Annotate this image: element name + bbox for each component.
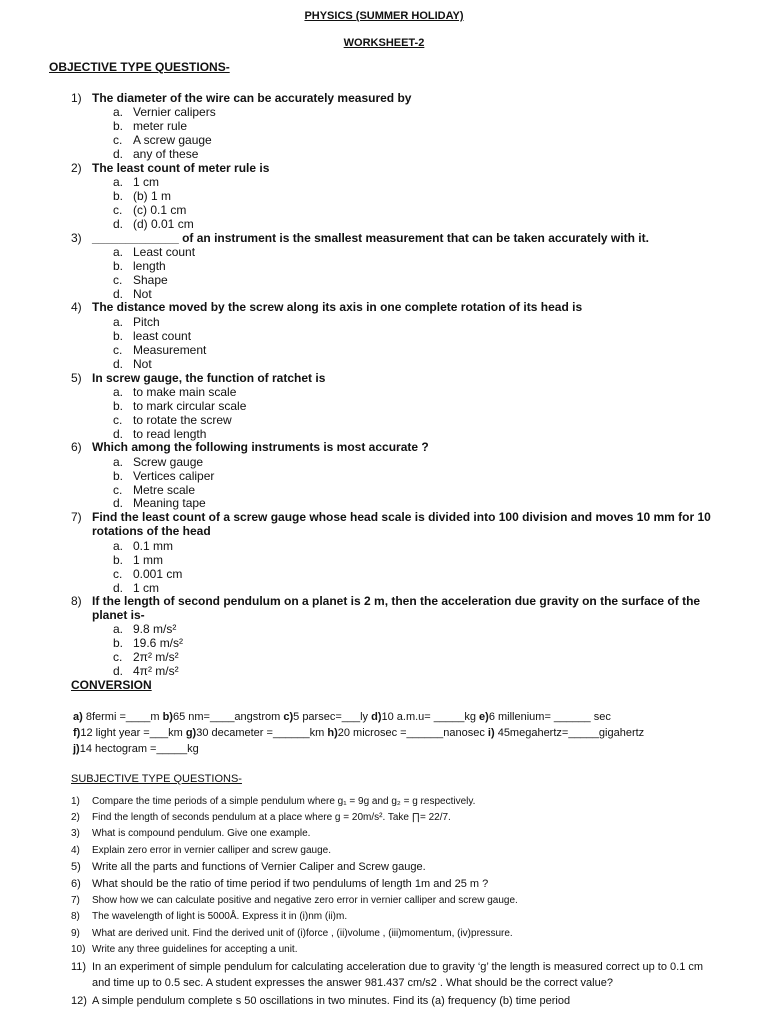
item-letter: d) — [371, 711, 382, 723]
objective-question-7 — [71, 510, 731, 538]
question-text: If the length of second pendulum on a planet is 2 m, then the acceleration due gravity on the surface of the planet is- — [92, 594, 701, 622]
question-number: 5) — [71, 861, 81, 873]
question-number: 11) — [71, 961, 87, 973]
objective-question-5 — [71, 371, 731, 385]
option-text: least count — [133, 329, 192, 343]
question-text: What is compound pendulum. Give one example. — [92, 828, 311, 839]
option-letter: d. — [113, 427, 124, 441]
option-text: Screw gauge — [133, 455, 204, 469]
item-text: 10 a.m.u= _____kg — [381, 711, 480, 723]
option-text: to mark circular scale — [133, 399, 247, 413]
option — [113, 287, 152, 301]
option-text: meter rule — [133, 119, 188, 133]
question-text: The diameter of the wire can be accurately measured by — [92, 91, 412, 105]
option-letter: b. — [113, 189, 124, 203]
option — [113, 133, 212, 147]
objective-question-8 — [71, 594, 731, 622]
option — [113, 622, 176, 636]
item-letter: a) — [73, 711, 83, 723]
option-text: 1 cm — [133, 175, 160, 189]
option-text: to read length — [133, 427, 207, 441]
option-letter: c. — [113, 483, 123, 497]
page-title: PHYSICS (SUMMER HOLIDAY) — [304, 10, 464, 22]
option-letter: c. — [113, 413, 123, 427]
option-text: (b) 1 m — [133, 189, 172, 203]
subjective-section-title: SUBJECTIVE TYPE QUESTIONS- — [71, 773, 242, 785]
question-number: 4) — [71, 300, 82, 314]
question-text: Show how we can calculate positive and negative zero error in vernier calliper and screw gauge. — [92, 895, 518, 906]
question-text: Compare the time periods of a simple pendulum where g₁ = 9g and g₂ = g respectively. — [92, 796, 476, 807]
item-text: 12 light year =___km — [80, 727, 186, 739]
option-letter: b. — [113, 119, 124, 133]
question-number: 1) — [71, 796, 80, 807]
option — [113, 567, 182, 581]
option-letter: c. — [113, 343, 123, 357]
option — [113, 399, 246, 413]
option-letter: a. — [113, 175, 124, 189]
item-letter: g) — [185, 727, 197, 739]
option — [113, 553, 163, 567]
subjective-question — [71, 794, 721, 810]
option-letter: b. — [113, 399, 124, 413]
question-number: 1) — [71, 91, 82, 105]
option — [113, 385, 236, 399]
item-text: 14 hectogram =_____kg — [79, 743, 199, 755]
question-text: Explain zero error in vernier calliper and screw gauge. — [92, 845, 332, 856]
option-text: Shape — [133, 273, 168, 287]
item-letter: c) — [283, 711, 294, 723]
option-letter: d. — [113, 496, 124, 510]
item-letter: i) — [487, 727, 495, 739]
option — [113, 189, 171, 203]
question-number: 2) — [71, 161, 82, 175]
conversion-line-2 — [73, 726, 644, 741]
option — [113, 539, 173, 553]
item-text: 6 millenium= ______ sec — [488, 711, 611, 723]
item-text: 20 microsec =______nanosec — [337, 727, 488, 739]
objective-section-title: OBJECTIVE TYPE QUESTIONS- — [49, 60, 230, 74]
question-number: 8) — [71, 594, 82, 608]
option — [113, 343, 206, 357]
option-text: 19.6 m/s² — [133, 636, 184, 650]
item-letter: b) — [162, 711, 173, 723]
item-letter: f) — [73, 727, 81, 739]
option-text: 0.001 cm — [133, 567, 183, 581]
option-text: Not — [133, 287, 152, 301]
option-text: to make main scale — [133, 385, 237, 399]
option-text: Pitch — [133, 315, 160, 329]
option-text: any of these — [133, 147, 199, 161]
question-text: _____________ of an instrument is the smallest measurement that can be taken accurately with it. — [92, 231, 649, 245]
option — [113, 105, 216, 119]
question-text: The wavelength of light is 5000Å. Express it in (i)nm (ii)m. — [92, 911, 348, 922]
question-text: In screw gauge, the function of ratchet is — [92, 371, 326, 385]
question-text: The distance moved by the screw along its axis in one complete rotation of its head is — [92, 300, 583, 314]
option-text: to rotate the screw — [133, 413, 232, 427]
option — [113, 357, 152, 371]
option — [113, 245, 195, 259]
option-letter: c. — [113, 567, 123, 581]
option-text: (c) 0.1 cm — [133, 203, 187, 217]
worksheet-subtitle: WORKSHEET-2 — [343, 37, 425, 49]
item-letter: e) — [479, 711, 489, 723]
question-text: Write all the parts and functions of Vernier Caliper and Screw gauge. — [92, 861, 426, 873]
option-text: Not — [133, 357, 152, 371]
question-number: 5) — [71, 371, 82, 385]
question-number: 3) — [71, 231, 82, 245]
question-number: 2) — [71, 812, 80, 823]
question-text: What are derived unit. Find the derived unit of (i)force , (ii)volume , (iii)momentum, (iv)pressure. — [92, 928, 513, 939]
option-letter: c. — [113, 273, 123, 287]
option — [113, 636, 183, 650]
option-text: 4π² m/s² — [133, 664, 179, 678]
option-text: length — [133, 259, 166, 273]
option-letter: a. — [113, 385, 124, 399]
option-letter: b. — [113, 553, 124, 567]
option — [113, 147, 198, 161]
subjective-question — [71, 876, 721, 892]
option — [113, 483, 195, 497]
item-text: 45megahertz=_____gigahertz — [494, 727, 645, 739]
option — [113, 259, 166, 273]
option — [113, 203, 186, 217]
question-text: Which among the following instruments is most accurate ? — [92, 440, 429, 454]
subjective-question — [71, 993, 721, 1009]
question-number: 4) — [71, 845, 80, 856]
option-text: Meaning tape — [133, 496, 206, 510]
subjective-question — [71, 959, 721, 991]
question-text: In an experiment of simple pendulum for calculating acceleration due to gravity ‘g’ the length is measured correct up to 0.1 cm and time up to 0.5 sec. A student expresses the answer 981.437 cm/s2 . What should be the correct value? — [92, 961, 704, 989]
subjective-question — [71, 893, 721, 909]
question-text: Write any three guidelines for accepting a unit. — [92, 944, 298, 955]
option-letter: b. — [113, 259, 124, 273]
option-letter: d. — [113, 664, 124, 678]
option-text: Least count — [133, 245, 196, 259]
question-number: 7) — [71, 510, 82, 524]
question-text: Find the length of seconds pendulum at a place where g = 20m/s². Take ∏= 22/7. — [92, 812, 451, 823]
question-text: What should be the ratio of time period if two pendulums of length 1m and 25 m ? — [92, 878, 489, 890]
option-text: Vertices caliper — [133, 469, 215, 483]
objective-question-3 — [71, 231, 731, 245]
question-number: 10) — [71, 944, 86, 955]
option-letter: a. — [113, 622, 124, 636]
item-text: 8fermi =____m — [82, 711, 163, 723]
item-text: 5 parsec=___ly — [293, 711, 372, 723]
option-letter: d. — [113, 217, 124, 231]
option — [113, 650, 179, 664]
item-letter: h) — [327, 727, 338, 739]
subjective-question — [71, 942, 721, 958]
conversion-line-1 — [73, 710, 611, 725]
option — [113, 217, 194, 231]
question-number: 8) — [71, 911, 80, 922]
option-letter: c. — [113, 133, 123, 147]
question-text: Find the least count of a screw gauge whose head scale is divided into 100 division and moves 10 mm for 10 rotations of the head — [92, 510, 711, 538]
item-text: 30 decameter =______km — [196, 727, 328, 739]
objective-question-2 — [71, 161, 731, 175]
option-letter: d. — [113, 287, 124, 301]
subjective-question — [71, 859, 721, 875]
option-letter: a. — [113, 539, 124, 553]
option — [113, 315, 160, 329]
option-text: 9.8 m/s² — [133, 622, 177, 636]
question-text: A simple pendulum complete s 50 oscillations in two minutes. Find its (a) frequency (b) time period — [92, 995, 571, 1007]
subjective-question — [71, 909, 721, 925]
option-letter: b. — [113, 636, 124, 650]
option-letter: a. — [113, 455, 124, 469]
option — [113, 469, 214, 483]
question-number: 12) — [71, 995, 87, 1007]
option — [113, 427, 206, 441]
subjective-question — [71, 926, 721, 942]
option-letter: a. — [113, 105, 124, 119]
option — [113, 496, 206, 510]
subjective-question — [71, 826, 721, 842]
item-letter: j) — [73, 743, 80, 755]
objective-question-4 — [71, 300, 731, 314]
option-letter: b. — [113, 329, 124, 343]
option-text: (d) 0.01 cm — [133, 217, 194, 231]
option-text: 1 mm — [133, 553, 163, 567]
conversion-line-3 — [73, 742, 199, 757]
conversion-section-title: CONVERSION — [71, 678, 152, 692]
question-number: 7) — [71, 895, 80, 906]
option — [113, 273, 168, 287]
question-text: The least count of meter rule is — [92, 161, 270, 175]
option-letter: b. — [113, 469, 124, 483]
option-letter: d. — [113, 581, 124, 595]
option-letter: c. — [113, 650, 123, 664]
option — [113, 119, 187, 133]
option-text: 2π² m/s² — [133, 650, 179, 664]
question-number: 3) — [71, 828, 80, 839]
option — [113, 413, 232, 427]
item-text: 65 nm=____angstrom — [172, 711, 284, 723]
option-text: A screw gauge — [133, 133, 212, 147]
option-text: Vernier calipers — [133, 105, 216, 119]
option-text: 1 cm — [133, 581, 160, 595]
question-number: 9) — [71, 928, 80, 939]
option — [113, 175, 159, 189]
question-number: 6) — [71, 878, 81, 890]
option-text: 0.1 mm — [133, 539, 174, 553]
option-letter: d. — [113, 147, 124, 161]
option-letter: c. — [113, 203, 123, 217]
option — [113, 455, 203, 469]
option-letter: d. — [113, 357, 124, 371]
question-number: 6) — [71, 440, 82, 454]
option-letter: a. — [113, 315, 124, 329]
option-letter: a. — [113, 245, 124, 259]
objective-question-6 — [71, 440, 731, 454]
subjective-question — [71, 810, 721, 826]
option — [113, 329, 191, 343]
objective-question-1 — [71, 91, 731, 105]
option-text: Measurement — [133, 343, 207, 357]
option-text: Metre scale — [133, 483, 196, 497]
option — [113, 664, 179, 678]
subjective-question — [71, 843, 721, 859]
option — [113, 581, 159, 595]
